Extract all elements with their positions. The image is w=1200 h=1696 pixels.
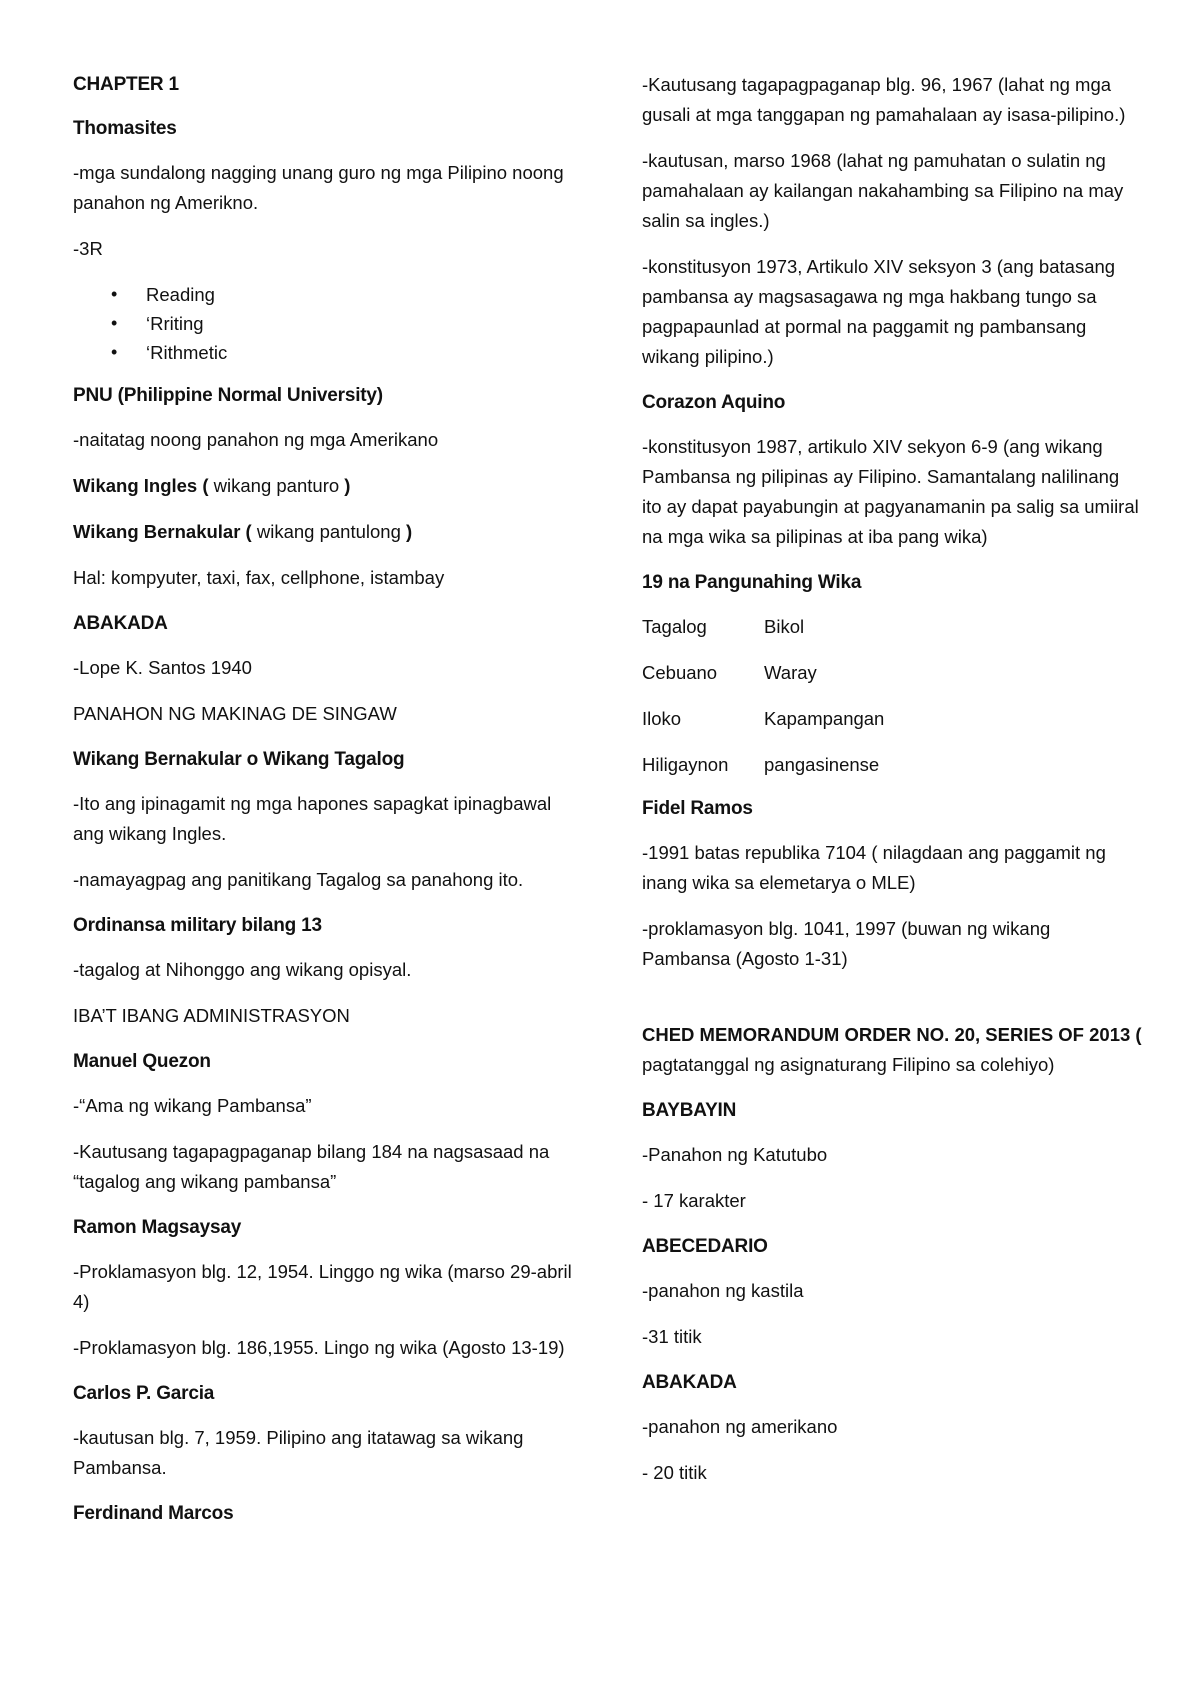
three-r-list [73, 280, 583, 367]
ordinansa-desc: -tagalog at Nihonggo ang wikang opisyal. [73, 959, 412, 980]
wikang-bernakular: Wikang Bernakular ( wikang pantulong ) [73, 521, 413, 542]
ramos-desc2: -proklamasyon blg. 1041, 1997 (buwan ng wikang Pambansa (Agosto 1-31) [642, 918, 1051, 969]
heading-garcia: Carlos P. Garcia [73, 1383, 215, 1404]
magsaysay-desc2: -Proklamasyon blg. 186,1955. Lingo ng wika (Agosto 13-19) [73, 1337, 565, 1358]
marcos-item: -konstitusyon 1973, Artikulo XIV seksyon 3 (ang batasang pambansa ay magsasagawa ng mga hakbang tungo sa pagpapaunlad at pormal na paggamit ng pambansang wikang pilipino.) [642, 256, 1116, 367]
heading-baybayin: BAYBAYIN [642, 1100, 737, 1121]
list-item: • ‘Rithmetic [73, 338, 583, 367]
wika-cell: Tagalog [642, 616, 707, 637]
heading-aquino: Corazon Aquino [642, 392, 786, 413]
magsaysay-desc1: -Proklamasyon blg. 12, 1954. Linggo ng wika (marso 29-abril 4) [73, 1261, 572, 1312]
list-item: • ‘Rriting [73, 309, 583, 338]
wika-cell: Waray [764, 662, 817, 683]
garcia-desc: -kautusan blg. 7, 1959. Pilipino ang itatawag sa wikang Pambansa. [73, 1427, 524, 1478]
heading-marcos: Ferdinand Marcos [73, 1503, 234, 1524]
quezon-desc2: -Kautusang tagapagpaganap bilang 184 na nagsasaad na “tagalog ang wikang pambansa” [73, 1141, 550, 1192]
left-column [73, 70, 583, 1543]
pnu-desc: -naitatag noong panahon ng mga Amerikano [73, 429, 439, 450]
marcos-item: -kautusan, marso 1968 (lahat ng pamuhatan o sulatin ng pamahalaan ay kailangan nakahambing sa Filipino na may salin sa ingles.) [642, 150, 1124, 231]
abecedario-desc1: -panahon ng kastila [642, 1280, 804, 1301]
ched-memo: CHED MEMORANDUM ORDER NO. 20, SERIES OF 2013 ( pagtatanggal ng asignaturang Filipino sa colehiyo) [642, 1024, 1142, 1075]
heading-ramos: Fidel Ramos [642, 798, 753, 819]
wika-cell: Cebuano [642, 662, 718, 683]
heading-ordinansa: Ordinansa military bilang 13 [73, 915, 322, 936]
aquino-desc: -konstitusyon 1987, artikulo XIV sekyon 6-9 (ang wikang Pambansa ng pilipinas ay Filipino. Samantalang nalilinang ito ay dapat payabungin at pagyanamanin pa salig sa umiiral na mga wika sa pilipinas at iba pang wika) [642, 436, 1139, 547]
heading-thomasites: Thomasites [73, 118, 177, 139]
wika-cell: Hiligaynon [642, 754, 729, 775]
quezon-desc1: -“Ama ng wikang Pambansa” [73, 1095, 312, 1116]
abecedario-desc2: -31 titik [642, 1326, 702, 1347]
baybayin-desc2: - 17 karakter [642, 1190, 746, 1211]
hal-examples: Hal: kompyuter, taxi, fax, cellphone, istambay [73, 567, 445, 588]
abakada2-desc1: -panahon ng amerikano [642, 1416, 838, 1437]
wika-cell: pangasinense [764, 754, 880, 775]
heading-19-wika: 19 na Pangunahing Wika [642, 572, 862, 593]
wika-cell: Kapampangan [764, 708, 885, 729]
abakada2-desc2: - 20 titik [642, 1462, 707, 1483]
bullet-icon: • [111, 342, 118, 362]
wika-table [642, 612, 1142, 780]
spacer [642, 990, 1142, 1020]
wikang-tagalog-desc1: -Ito ang ipinagamit ng mga hapones sapagkat ipinagbawal ang wikang Ingles. [73, 793, 552, 844]
ramos-desc1: -1991 batas republika 7104 ( nilagdaan ang paggamit ng inang wika sa elemetarya o MLE) [642, 842, 1106, 893]
heading-magsaysay: Ramon Magsaysay [73, 1217, 242, 1238]
heading-pnu: PNU (Philippine Normal University) [73, 385, 383, 406]
abakada-desc: -Lope K. Santos 1940 [73, 657, 252, 678]
heading-abakada: ABAKADA [73, 613, 168, 634]
heading-quezon: Manuel Quezon [73, 1051, 211, 1072]
heading-abecedario: ABECEDARIO [642, 1236, 768, 1257]
thomasites-desc: -mga sundalong nagging unang guro ng mga Pilipino noong panahon ng Amerikno. [73, 162, 564, 213]
heading-wikang-tagalog: Wikang Bernakular o Wikang Tagalog [73, 749, 405, 770]
wika-cell: Bikol [764, 616, 805, 637]
wikang-ingles: Wikang Ingles ( wikang panturo ) [73, 475, 351, 496]
bullet-icon: • [111, 313, 118, 333]
panahon-singaw: PANAHON NG MAKINAG DE SINGAW [73, 703, 397, 724]
wikang-tagalog-desc2: -namayagpag ang panitikang Tagalog sa panahong ito. [73, 869, 524, 890]
wika-cell: Iloko [642, 708, 682, 729]
list-item: • Reading [73, 280, 583, 309]
bullet-icon: • [111, 284, 118, 304]
baybayin-desc1: -Panahon ng Katutubo [642, 1144, 828, 1165]
heading-abakada-2: ABAKADA [642, 1372, 737, 1393]
administrasyon-label: IBA’T IBANG ADMINISTRASYON [73, 1005, 350, 1026]
right-column [642, 70, 1142, 1504]
chapter-title: CHAPTER 1 [73, 74, 179, 95]
three-r: -3R [73, 238, 103, 259]
marcos-item: -Kautusang tagapagpaganap blg. 96, 1967 (lahat ng mga gusali at mga tanggapan ng pamahalaan ay isasa-pilipino.) [642, 74, 1126, 125]
